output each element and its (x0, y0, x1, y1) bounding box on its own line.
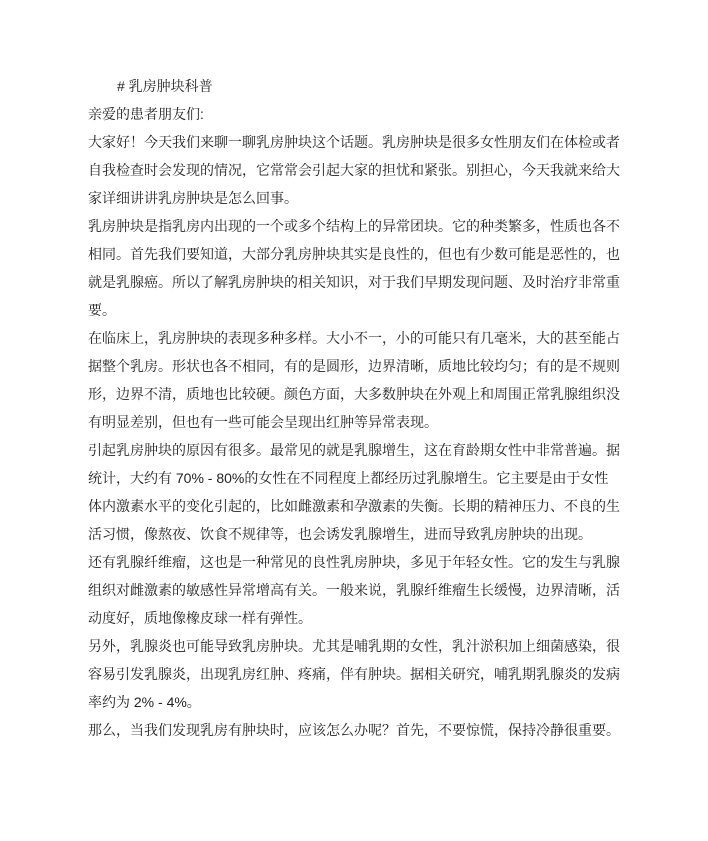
paragraph-intro: 大家好！今天我们来聊一聊乳房肿块这个话题。乳房肿块是很多女性朋友们在体检或者自我检查时会发现的情况，它常常会引起大家的担忧和紧张。别担心，今天我就来给大家详细讲讲乳房肿块是怎么回事。 (88, 134, 620, 206)
paragraph-causes-hyperplasia: 引起乳房肿块的原因有很多。最常见的就是乳腺增生，这在育龄期女性中非常普遍。据统计，大约有 70% - 80%的女性在不同程度上都经历过乳腺增生。它主要是由于女性体内激素水平的变化引起的，比如雌激素和孕激素的失衡。长期的精神压力、不良的生活习惯，像熬夜、饮食不规律等，也会诱发乳腺增生，进而导致乳房肿块的出现。 (88, 442, 620, 542)
paragraph-mastitis: 另外，乳腺炎也可能导致乳房肿块。尤其是哺乳期的女性，乳汁淤积加上细菌感染，很容易引发乳腺炎，出现乳房红肿、疼痛，伴有肿块。据相关研究，哺乳期乳腺炎的发病率约为 2% - 4%。 (88, 638, 620, 710)
document-heading: # 乳房肿块科普 (117, 78, 213, 94)
paragraph-definition: 乳房肿块是指乳房内出现的一个或多个结构上的异常团块。它的种类繁多，性质也各不相同。首先我们要知道，大部分乳房肿块其实是良性的，但也有少数可能是恶性的，也就是乳腺癌。所以了解乳房肿块的相关知识，对于我们早期发现问题、及时治疗非常重要。 (88, 218, 620, 318)
document-body (88, 72, 620, 744)
paragraph-fibroadenoma: 还有乳腺纤维瘤，这也是一种常见的良性乳房肿块，多见于年轻女性。它的发生与乳腺组织对雌激素的敏感性异常增高有关。一般来说，乳腺纤维瘤生长缓慢，边界清晰，活动度好，质地像橡皮球一样有弹性。 (88, 554, 620, 626)
paragraph-what-to-do: 那么，当我们发现乳房有肿块时，应该怎么办呢？首先，不要惊慌，保持冷静很重要。 (88, 722, 620, 738)
paragraph-clinical-presentation: 在临床上，乳房肿块的表现多种多样。大小不一，小的可能只有几毫米，大的甚至能占据整个乳房。形状也各不相同，有的是圆形，边界清晰，质地比较均匀；有的是不规则形，边界不清，质地也比较硬。颜色方面，大多数肿块在外观上和周围正常乳腺组织没有明显差别，但也有一些可能会呈现出红肿等异常表现。 (88, 330, 620, 430)
salutation-line: 亲爱的患者朋友们: (88, 106, 204, 122)
